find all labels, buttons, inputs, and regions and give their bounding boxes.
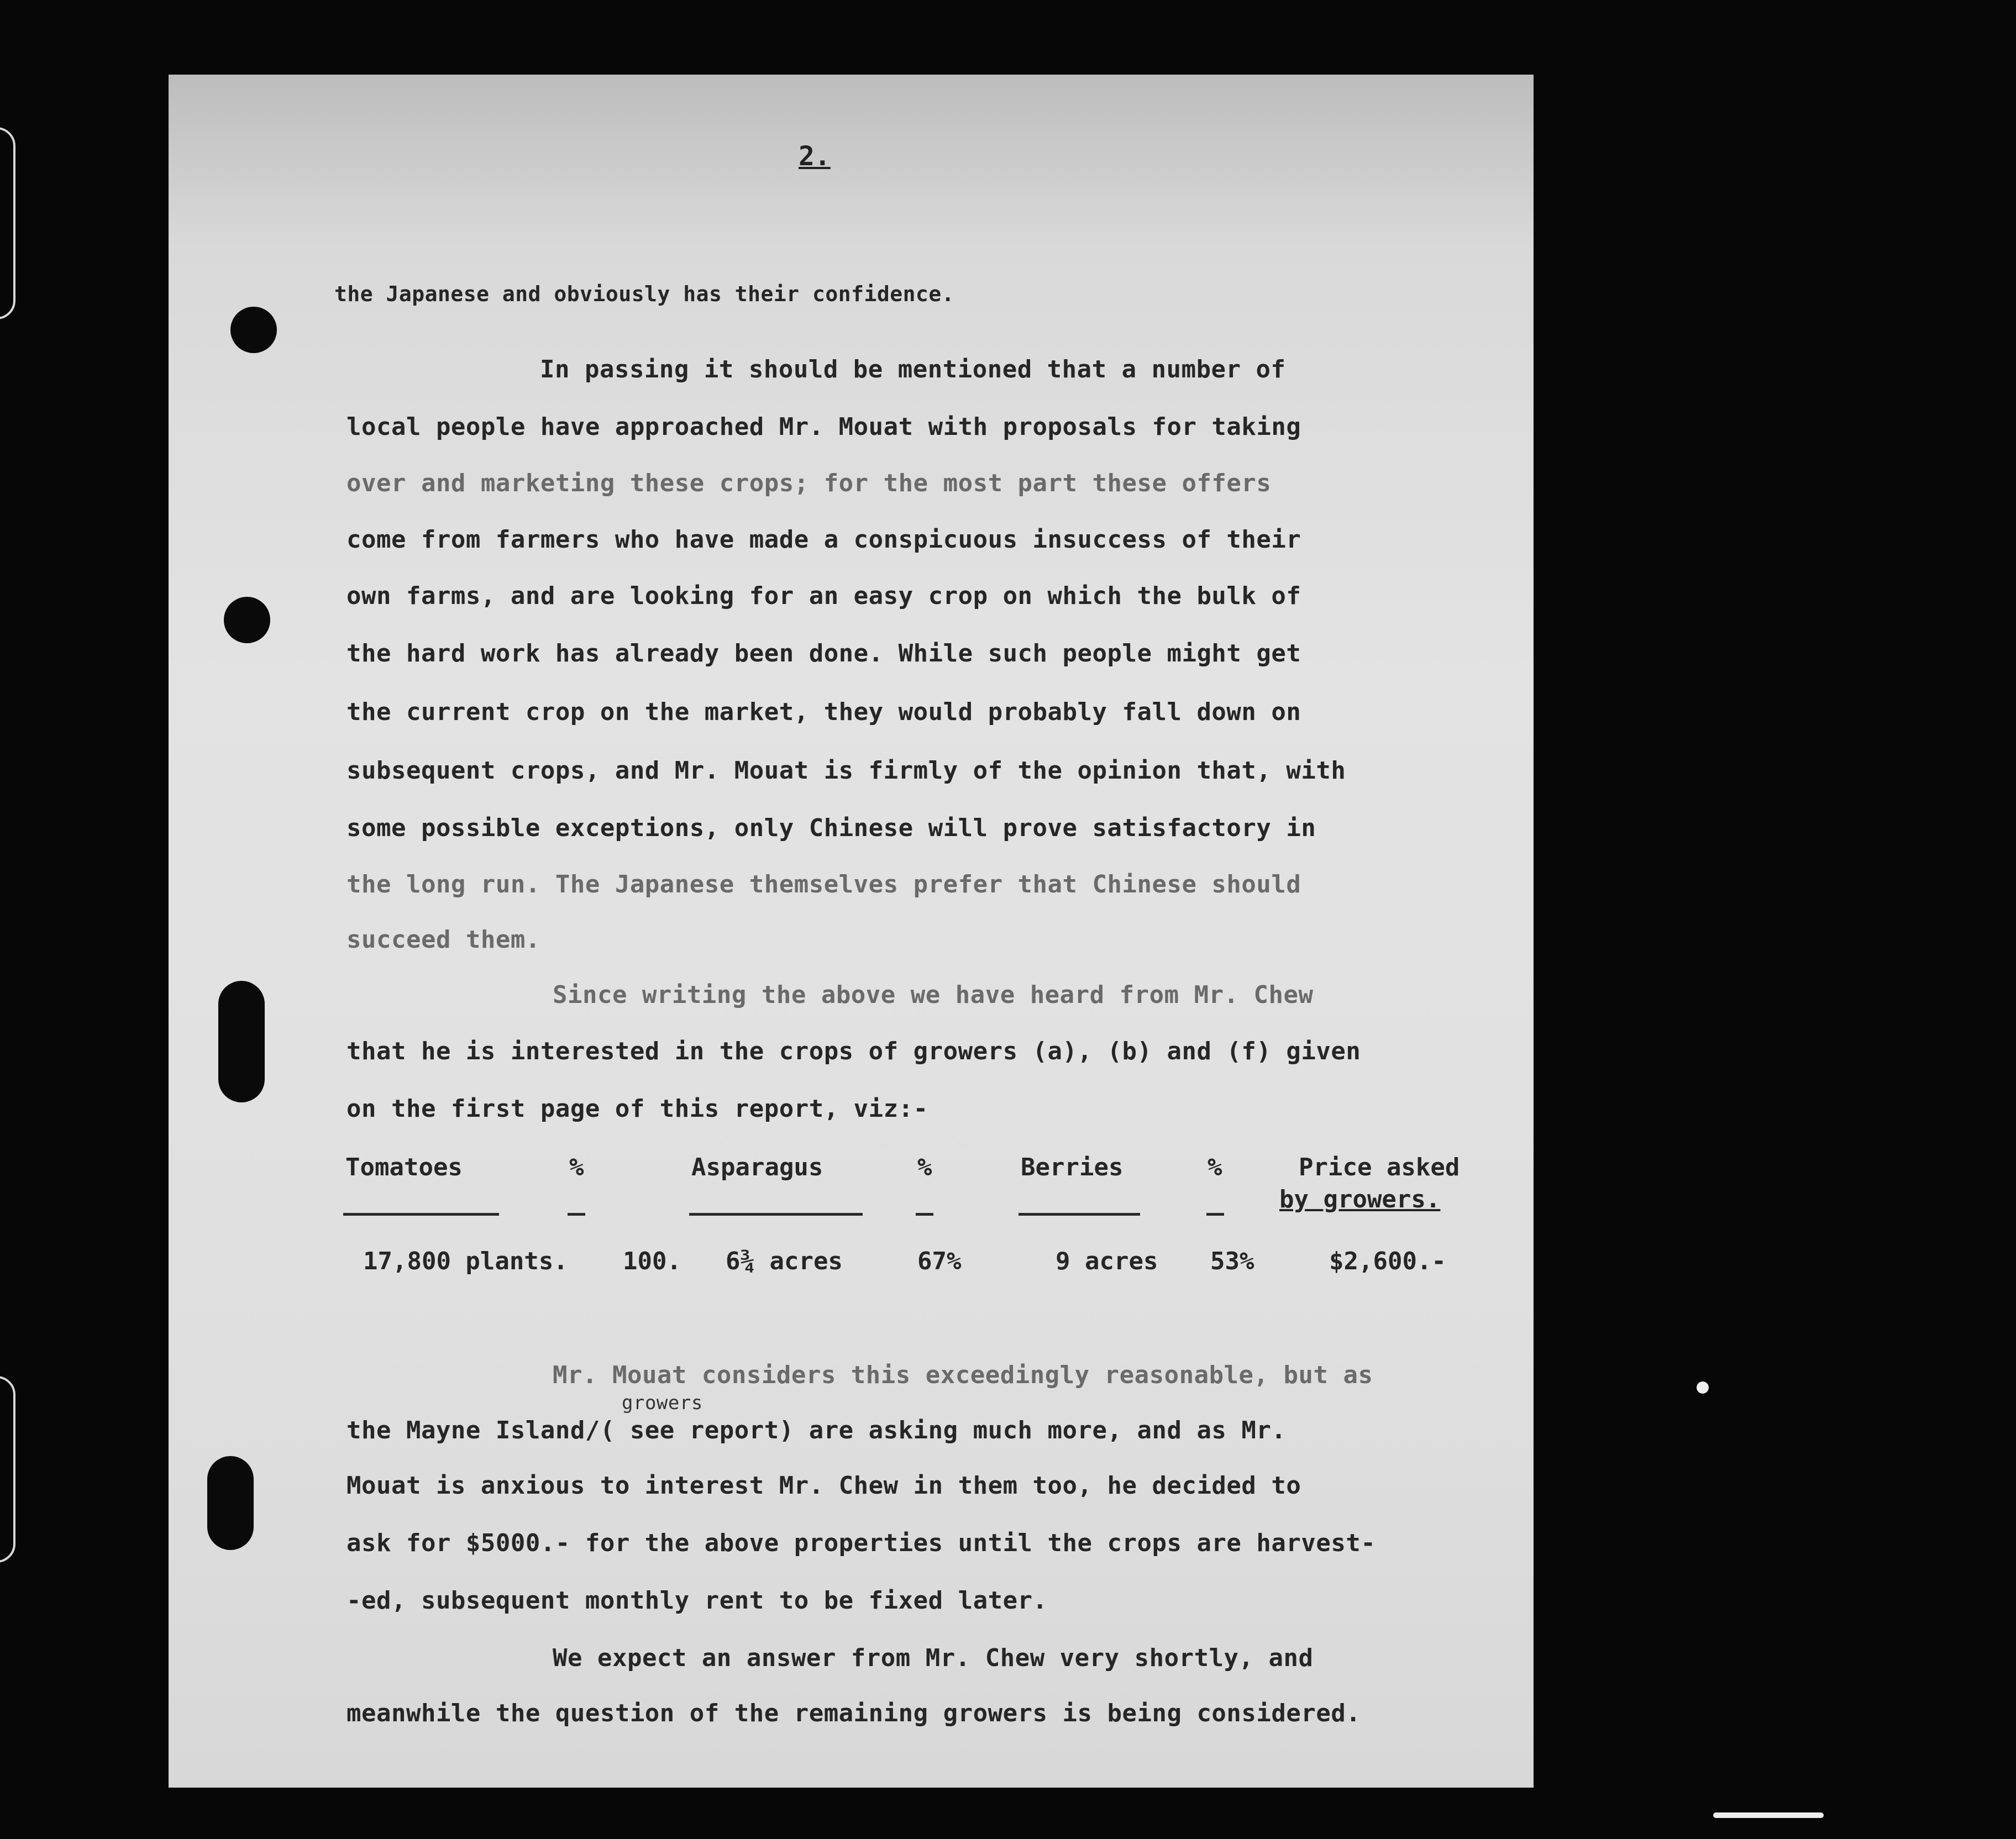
header-rule (343, 1213, 499, 1216)
table-cell: 53% (1210, 1247, 1254, 1275)
text-line: over and marketing these crops; for the most part these offers (347, 469, 1272, 497)
text-line: own farms, and are looking for an easy crop on which the bulk of (347, 582, 1301, 610)
text-line: We expect an answer from Mr. Chew very shortly, and (553, 1644, 1314, 1672)
table-header: Tomatoes (345, 1153, 463, 1181)
text-line: the Japanese and obviously has their confidence. (334, 282, 955, 306)
table-header: by growers. (1279, 1185, 1441, 1213)
text-line: In passing it should be mentioned that a number of (540, 355, 1286, 383)
header-rule (916, 1213, 933, 1216)
text-line: succeed them. (347, 926, 540, 954)
text-line: ask for $5000.- for the above properties until the crops are harvest- (347, 1529, 1376, 1557)
text-line: subsequent crops, and Mr. Mouat is firmly of the opinion that, with (347, 756, 1346, 785)
table-cell: 67% (917, 1247, 962, 1275)
text-line: the current crop on the market, they would probably fall down on (347, 698, 1301, 726)
table-header: % (569, 1153, 584, 1181)
table-cell: 17,800 plants. (363, 1247, 568, 1275)
text-line: some possible exceptions, only Chinese will prove satisfactory in (347, 814, 1316, 842)
text-line: the long run. The Japanese themselves prefer that Chinese should (347, 870, 1301, 899)
film-scratch (1713, 1812, 1824, 1818)
text-line: local people have approached Mr. Mouat with proposals for taking (347, 413, 1301, 441)
table-header: Asparagus (691, 1153, 823, 1181)
film-dust (1697, 1381, 1709, 1394)
table-header: % (917, 1153, 932, 1181)
header-rule (1019, 1213, 1140, 1216)
text-line: that he is interested in the crops of growers (a), (b) and (f) given (347, 1037, 1361, 1065)
punch-hole (224, 597, 270, 643)
text-line: meanwhile the question of the remaining growers is being considered. (347, 1699, 1361, 1727)
text-line: on the first page of this report, viz:- (347, 1095, 928, 1123)
table-header: Price asked (1299, 1153, 1460, 1181)
text-line: -ed, subsequent monthly rent to be fixed later. (347, 1586, 1048, 1615)
text-line: the hard work has already been done. While such people might get (347, 639, 1301, 668)
table-header: % (1208, 1153, 1222, 1181)
punch-hole-cluster (207, 1456, 254, 1550)
table-cell: 9 acres (1056, 1247, 1158, 1275)
text-line: come from farmers who have made a conspicuous insuccess of their (347, 526, 1301, 554)
table-cell: $2,600.- (1329, 1247, 1446, 1275)
text-line: Since writing the above we have heard from Mr. Chew (553, 981, 1314, 1009)
text-line: the Mayne Island/( see report) are asking much more, and as Mr. (347, 1416, 1287, 1444)
page-number: 2. (799, 141, 831, 172)
table-header: Berries (1021, 1153, 1124, 1181)
table-cell: 100. (623, 1247, 681, 1275)
text-line: Mouat is anxious to interest Mr. Chew in them too, he decided to (347, 1472, 1301, 1500)
film-sprocket-edge (0, 127, 15, 319)
header-rule (1206, 1213, 1224, 1216)
document-page (169, 75, 1534, 1788)
table-cell: 6¾ acres (726, 1247, 843, 1275)
punch-hole-cluster (218, 981, 265, 1102)
film-sprocket-edge (0, 1376, 15, 1563)
header-rule (689, 1213, 863, 1216)
text-line: Mr. Mouat considers this exceedingly reasonable, but as (553, 1361, 1373, 1389)
punch-hole (230, 307, 277, 353)
header-rule (568, 1213, 585, 1216)
handwritten-insertion: growers (622, 1392, 703, 1414)
